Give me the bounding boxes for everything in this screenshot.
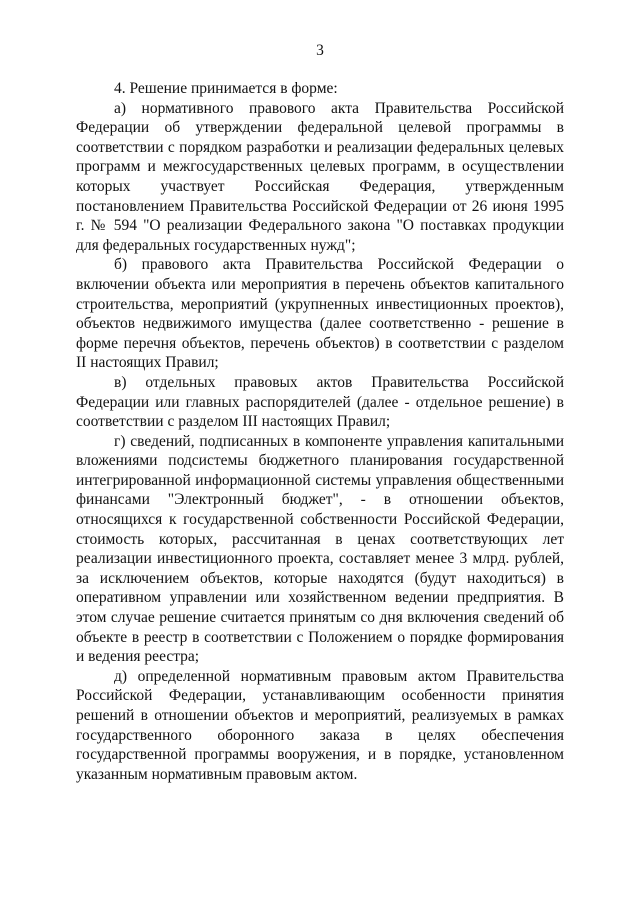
paragraph-item-v: в) отдельных правовых актов Правительства Российской Федерации или главных распорядителей (далее - отдельное решение) в соответствии с разделом III настоящих Правил; [76, 373, 564, 431]
paragraph-item-d: д) определенной нормативным правовым актом Правительства Российской Федерации, устанавливающим особенности принятия решений в отношении объектов и мероприятий, реализуемых в рамках государственного оборонного заказа в целях обеспечения государственной программы вооружения, и в порядке, установленном указанным нормативным правовым актом. [76, 667, 564, 783]
paragraph-item-a: а) нормативного правового акта Правительства Российской Федерации об утверждении федеральной целевой программы в соответствии с порядком разработки и реализации федеральных целевых программ и межгосударственных целевых программ, в осуществлении которых участвует Российская Федерация, утвержденным постановлением Правительства Российской Федерации от 26 июня 1995 г. № 594 "О реализации Федерального закона "О поставках продукции для федеральных государственных нужд"; [76, 99, 564, 254]
paragraph-intro: 4. Решение принимается в форме: [114, 80, 338, 97]
paragraph-item-g: г) сведений, подписанных в компоненте управления капитальными вложениями подсистемы бюджетного планирования государственной интегрированной информационной системы управления общественными финансами "Электронный бюджет", - в отношении объектов, относящихся к государственной собственности Российской Федерации, стоимость которых, рассчитанная в ценах соответствующих лет реализации инвестиционного проекта, составляет менее 3 млрд. рублей, за исключением объектов, которые находятся (будут находиться) в оперативном управлении или хозяйственном ведении предприятия. В этом случае решение считается принятым со дня включения сведений об объекте в реестр в соответствии с Положением о порядке формирования и ведения реестра; [76, 432, 564, 666]
page-number: 3 [316, 42, 324, 59]
paragraph-item-b: б) правового акта Правительства Российской Федерации о включении объекта или мероприятия в перечень объектов капитального строительства, мероприятий (укрупненных инвестиционных проектов), объектов недвижимого имущества (далее соответственно - решение в форме перечня объектов, перечень объектов) в соответствии с разделом II настоящих Правил; [76, 256, 564, 372]
document-body [76, 79, 564, 784]
